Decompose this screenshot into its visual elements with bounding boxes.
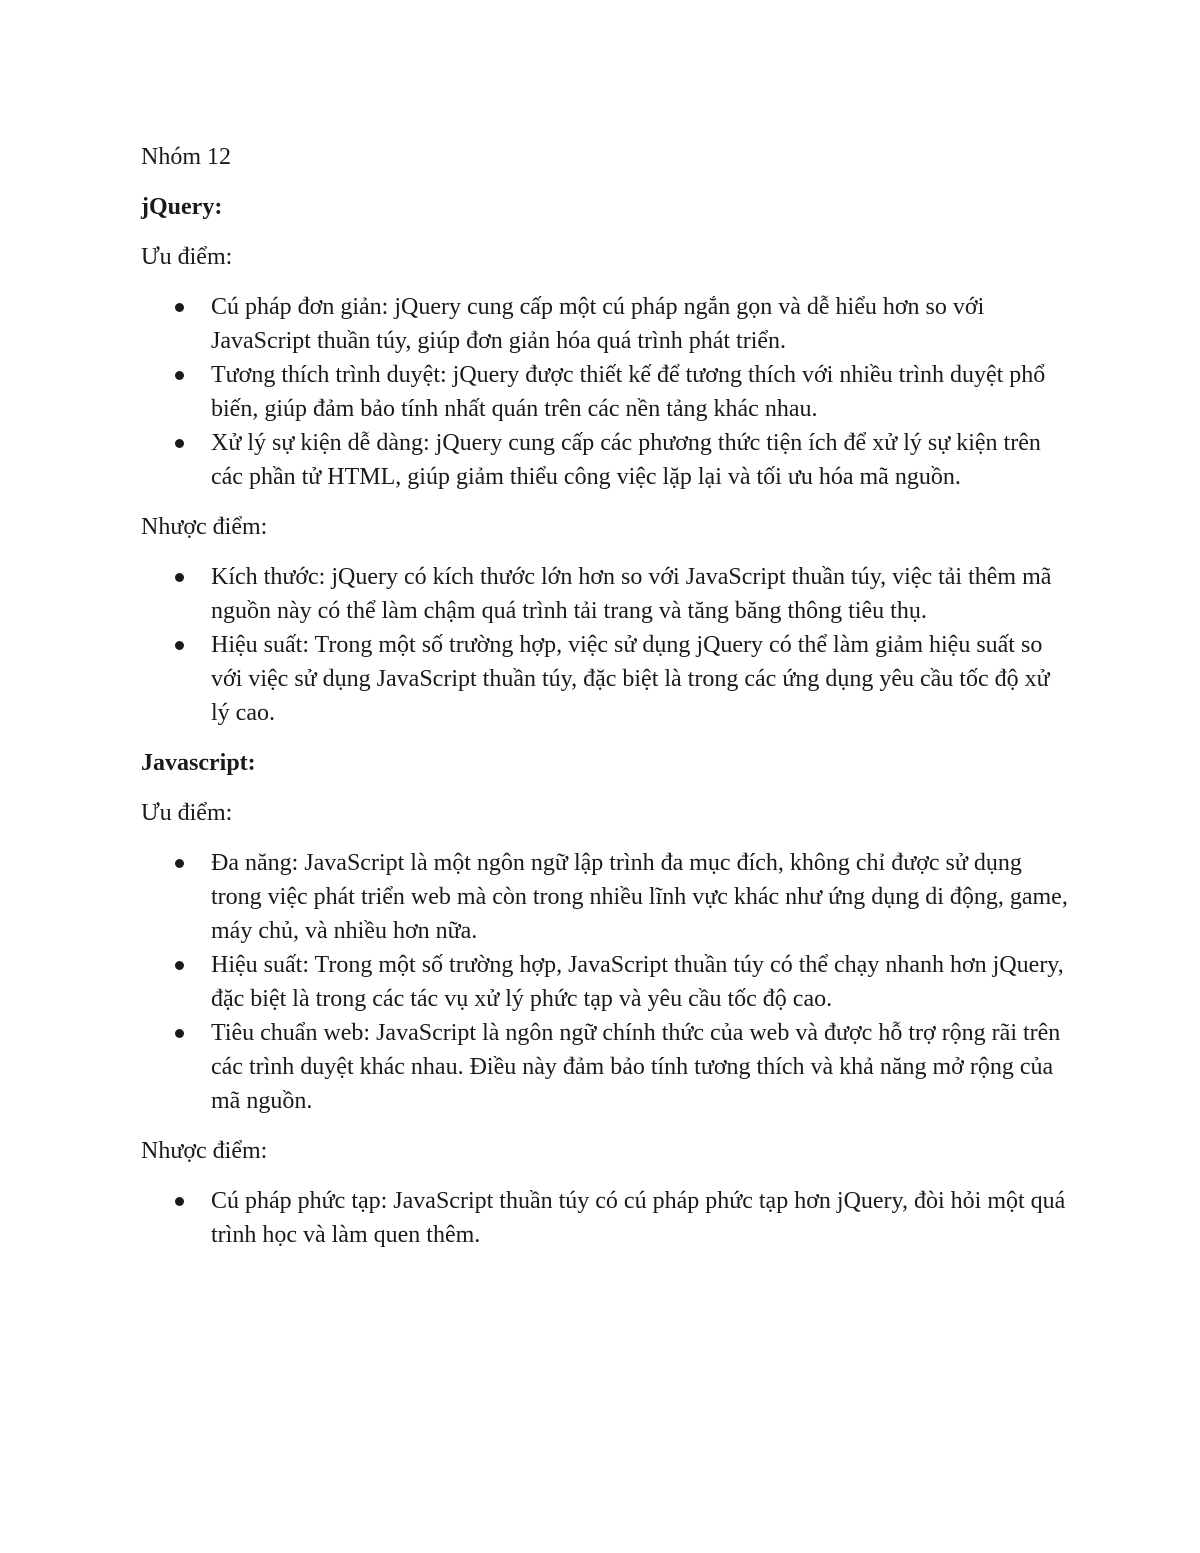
list-item-text: Tương thích trình duyệt: jQuery được thiết kế để tương thích với nhiều trình duyệt phổ biến, giúp đảm bảo tính nhất quán trên các nền tảng khác nhau. (211, 362, 1046, 422)
bullet-icon (175, 641, 184, 650)
jquery-pros-label: Ưu điểm: (141, 244, 233, 270)
list-item (211, 846, 1071, 948)
list-item (211, 628, 1071, 730)
bullet-icon (175, 1197, 184, 1206)
bullet-icon (175, 859, 184, 868)
document-body (141, 140, 1071, 1268)
list-item (211, 948, 1071, 1016)
list-item-text: Đa năng: JavaScript là một ngôn ngữ lập trình đa mục đích, không chỉ được sử dụng trong việc phát triển web mà còn trong nhiều lĩnh vực khác như ứng dụng di động, game, máy chủ, và nhiều hơn nữa. (211, 850, 1068, 944)
jquery-heading: jQuery: (141, 194, 223, 220)
jquery-pros-list (141, 290, 1071, 494)
list-item-text: Kích thước: jQuery có kích thước lớn hơn so với JavaScript thuần túy, việc tải thêm mã nguồn này có thể làm chậm quá trình tải trang và tăng băng thông tiêu thụ. (211, 564, 1052, 624)
list-item (211, 426, 1071, 494)
list-item-text: Cú pháp phức tạp: JavaScript thuần túy có cú pháp phức tạp hơn jQuery, đòi hỏi một quá trình học và làm quen thêm. (211, 1188, 1066, 1248)
bullet-icon (175, 371, 184, 380)
list-item (211, 560, 1071, 628)
javascript-cons-list (141, 1184, 1071, 1252)
bullet-icon (175, 1029, 184, 1038)
list-item-text: Hiệu suất: Trong một số trường hợp, JavaScript thuần túy có thể chạy nhanh hơn jQuery, đặc biệt là trong các tác vụ xử lý phức tạp và yêu cầu tốc độ cao. (211, 952, 1064, 1012)
jquery-cons-list (141, 560, 1071, 730)
list-item-text: Xử lý sự kiện dễ dàng: jQuery cung cấp các phương thức tiện ích để xử lý sự kiện trên các phần tử HTML, giúp giảm thiểu công việc lặp lại và tối ưu hóa mã nguồn. (211, 430, 1041, 490)
jquery-cons-label: Nhược điểm: (141, 514, 268, 540)
group-name: Nhóm 12 (141, 144, 231, 170)
list-item-text: Tiêu chuẩn web: JavaScript là ngôn ngữ chính thức của web và được hỗ trợ rộng rãi trên các trình duyệt khác nhau. Điều này đảm bảo tính tương thích và khả năng mở rộng của mã nguồn. (211, 1020, 1061, 1114)
bullet-icon (175, 439, 184, 448)
javascript-pros-list (141, 846, 1071, 1118)
list-item (211, 290, 1071, 358)
list-item (211, 1016, 1071, 1118)
bullet-icon (175, 961, 184, 970)
bullet-icon (175, 303, 184, 312)
list-item (211, 1184, 1071, 1252)
javascript-pros-label: Ưu điểm: (141, 800, 233, 826)
bullet-icon (175, 573, 184, 582)
javascript-heading: Javascript: (141, 750, 256, 776)
list-item-text: Cú pháp đơn giản: jQuery cung cấp một cú pháp ngắn gọn và dễ hiểu hơn so với JavaScript thuần túy, giúp đơn giản hóa quá trình phát triển. (211, 294, 985, 354)
list-item (211, 358, 1071, 426)
list-item-text: Hiệu suất: Trong một số trường hợp, việc sử dụng jQuery có thể làm giảm hiệu suất so với việc sử dụng JavaScript thuần túy, đặc biệt là trong các ứng dụng yêu cầu tốc độ xử lý cao. (211, 632, 1050, 726)
javascript-cons-label: Nhược điểm: (141, 1138, 268, 1164)
